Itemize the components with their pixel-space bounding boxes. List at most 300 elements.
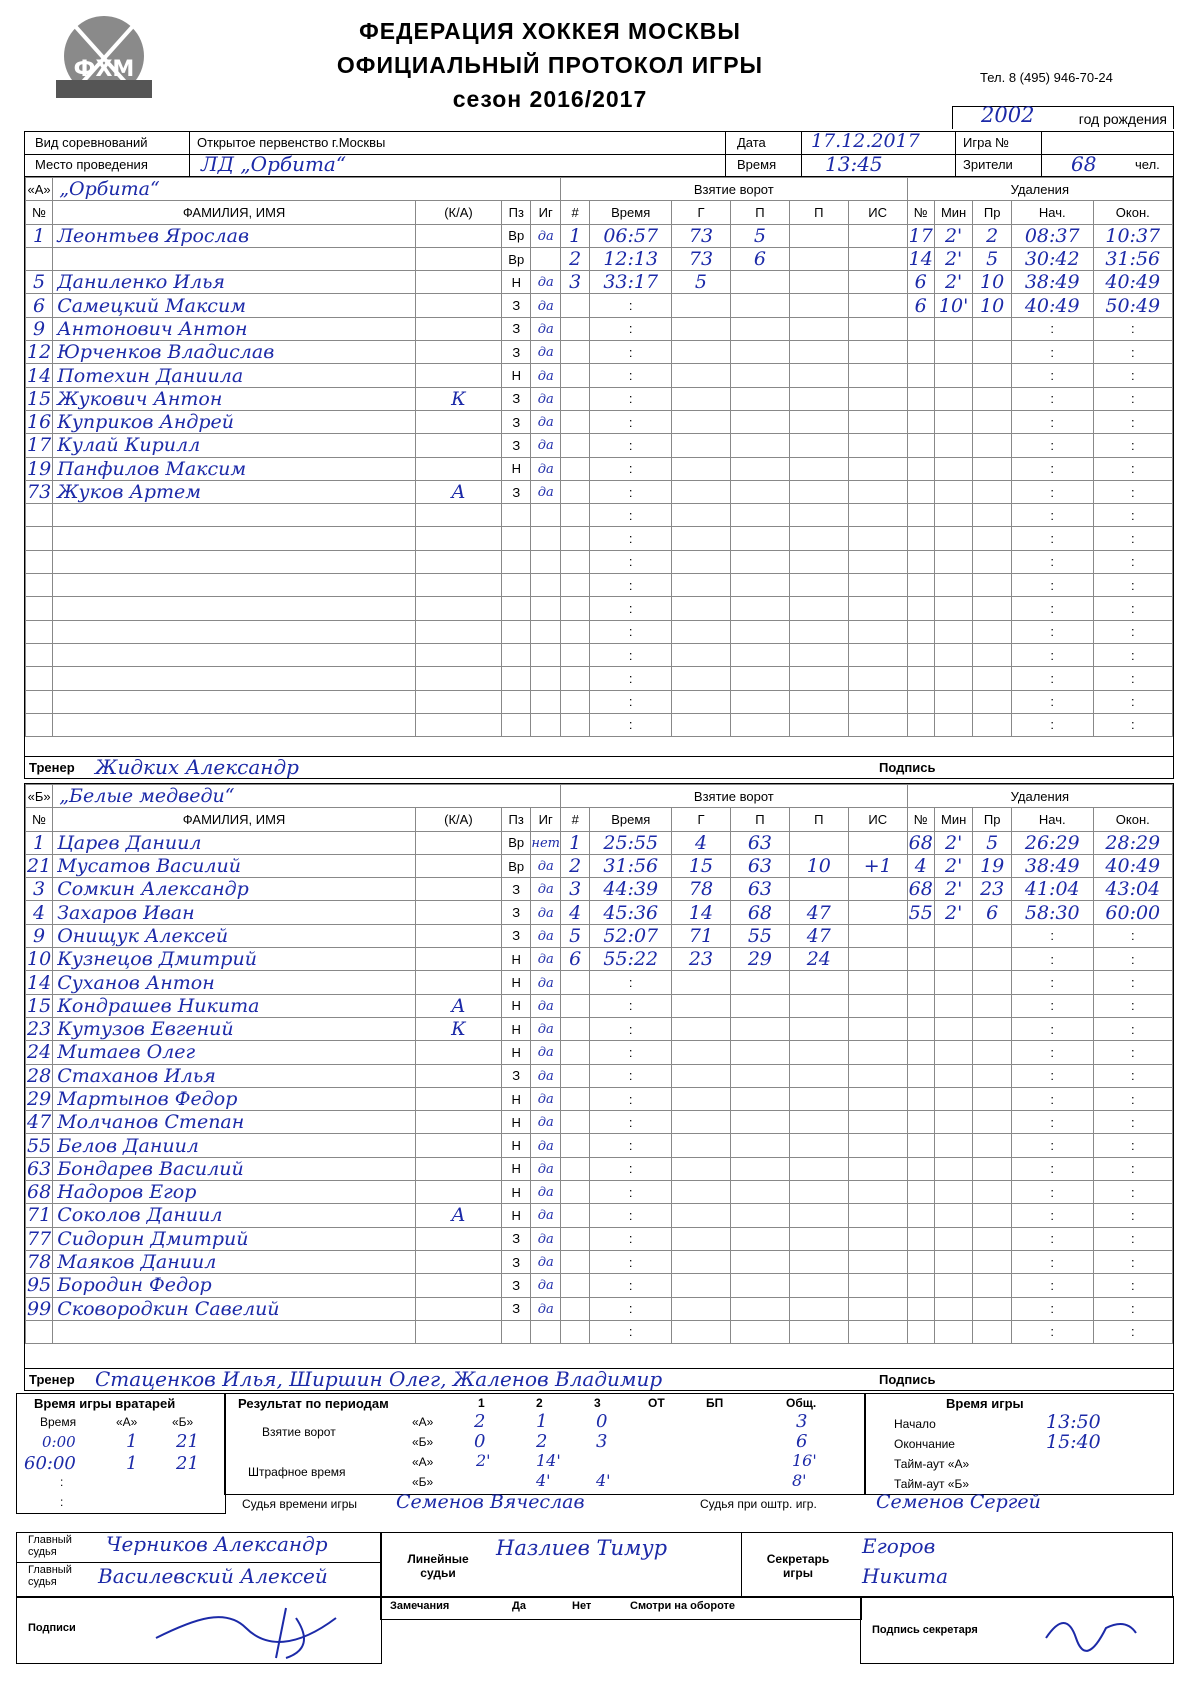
pen-start-placeholder: :: [1050, 1138, 1055, 1154]
player-name: Куприков Андрей: [57, 411, 235, 434]
pen-end-placeholder: :: [1130, 1044, 1135, 1060]
goals-a-p2: 1: [536, 1411, 548, 1432]
table-row: [26, 643, 1173, 666]
player-played: да: [537, 1161, 554, 1177]
penalty-end: 40:49: [1105, 271, 1161, 294]
goal-time-placeholder: :: [628, 1021, 633, 1037]
period-bp: БП: [706, 1396, 724, 1410]
col-pz: Пз: [508, 204, 524, 220]
goalie-time-title: Время игры вратарей: [34, 1396, 176, 1411]
player-number: 15: [27, 387, 52, 410]
player-position: Вр: [508, 835, 525, 851]
table-row: [26, 994, 1173, 1017]
fhm-logo: [52, 10, 156, 102]
table-row: [26, 620, 1173, 643]
goal-time-placeholder: :: [628, 624, 633, 640]
player-number: 23: [27, 1018, 52, 1041]
player-name: Маяков Даниил: [57, 1251, 217, 1274]
player-position: Н: [511, 368, 521, 384]
player-name: Стаханов Илья: [57, 1064, 216, 1087]
player-played: да: [537, 1255, 554, 1271]
player-position: З: [512, 298, 521, 314]
player-played: да: [537, 1208, 554, 1224]
penalty-pr: 2: [986, 224, 999, 247]
title-protocol: ОФИЦИАЛЬНЫЙ ПРОТОКОЛ ИГРЫ: [336, 52, 764, 78]
penalty-end: 40:49: [1105, 855, 1161, 878]
col-pen-end: Окон.: [1115, 204, 1150, 220]
pen-end-placeholder: :: [1130, 694, 1135, 710]
table-row: [26, 1204, 1173, 1227]
start-label: Начало: [894, 1417, 936, 1431]
player-name: Кондрашев Никита: [57, 994, 260, 1017]
table-row: [26, 1297, 1173, 1320]
player-name: Сковородкин Савелий: [57, 1297, 280, 1320]
player-role: К: [451, 1018, 466, 1041]
player-number: 17: [27, 434, 52, 457]
pen-a-p1: 2': [476, 1451, 491, 1470]
period-3: 3: [594, 1396, 601, 1410]
goals-b-p2: 2: [536, 1431, 548, 1452]
player-position: Н: [511, 1091, 521, 1107]
col-assist-2: П: [814, 204, 824, 220]
table-row: [26, 1134, 1173, 1157]
player-number: 4: [33, 901, 46, 924]
pen-start-placeholder: :: [1050, 1114, 1055, 1130]
pen-b-p3: 4': [596, 1471, 611, 1490]
goal-n: 6: [569, 948, 582, 971]
pen-start-placeholder: :: [1050, 1184, 1055, 1200]
document-title: [270, 14, 830, 116]
goal-g: 73: [688, 248, 714, 271]
goals-b-p3: 3: [596, 1431, 608, 1452]
goal-n: 1: [569, 224, 582, 247]
goals-a-p1: 2: [474, 1411, 486, 1432]
pen-start-placeholder: :: [1050, 1277, 1055, 1293]
player-number: 73: [27, 481, 52, 503]
pen-start-placeholder: :: [1050, 391, 1055, 407]
goalie-a-col: «А»: [116, 1415, 138, 1429]
team-a-section: [24, 176, 1174, 779]
pen-end-placeholder: :: [1130, 437, 1135, 453]
player-played: да: [537, 391, 554, 407]
pen-start-placeholder: :: [1050, 928, 1055, 944]
penalty-start: 58:30: [1024, 901, 1080, 924]
player-position: З: [512, 321, 521, 337]
player-name: Юрченков Владислав: [57, 341, 275, 364]
table-row: [26, 901, 1173, 924]
teamA-table: [25, 177, 1173, 737]
goals-b-total: 6: [796, 1431, 808, 1452]
table-row: [26, 434, 1173, 457]
pen-start-placeholder: :: [1050, 670, 1055, 686]
goal-time-placeholder: :: [628, 368, 633, 384]
player-played: да: [537, 345, 554, 361]
col-ka: (К/А): [444, 204, 473, 220]
player-played: да: [537, 1115, 554, 1131]
penalty-pr: 10: [980, 271, 1005, 294]
player-name: Мусатов Василий: [57, 855, 241, 878]
pen-end-placeholder: :: [1130, 344, 1135, 360]
spectators-unit: чел.: [1135, 157, 1160, 172]
goal-time-placeholder: :: [628, 1231, 633, 1247]
goal-time-placeholder: :: [628, 717, 633, 733]
player-number: 78: [27, 1251, 52, 1274]
player-position: Н: [511, 998, 521, 1014]
pen-end-placeholder: :: [1130, 577, 1135, 593]
table-row: [26, 854, 1173, 877]
results-pen-b: «Б»: [412, 1475, 434, 1489]
secretary-value-1: Егоров: [862, 1534, 936, 1558]
goal-time-placeholder: :: [628, 1044, 633, 1060]
table-row: [26, 597, 1173, 620]
timekeeper-value: Семенов Вячеслав: [396, 1491, 585, 1513]
player-number: 77: [27, 1227, 52, 1250]
player-number: 19: [27, 457, 52, 480]
player-played: да: [537, 952, 554, 968]
pen-end-placeholder: :: [1130, 1068, 1135, 1084]
col-pen-start: Нач.: [1038, 204, 1066, 220]
player-played: да: [537, 1022, 554, 1038]
goal-n: 3: [569, 271, 582, 294]
player-played: да: [537, 1138, 554, 1154]
player-position: Н: [511, 1021, 521, 1037]
pen-start-placeholder: :: [1050, 1207, 1055, 1223]
goal-time-placeholder: :: [628, 391, 633, 407]
pen-start-placeholder: :: [1050, 975, 1055, 991]
player-position: Вр: [508, 228, 525, 244]
penalty-pr: 5: [986, 248, 999, 271]
goal-g: 23: [688, 948, 714, 971]
pen-a-total: 16': [792, 1451, 817, 1470]
player-number: 63: [27, 1157, 52, 1180]
col-pen-start: Нач.: [1038, 811, 1066, 827]
period-ot: ОТ: [648, 1396, 665, 1410]
penalty-min: 2': [944, 248, 963, 271]
goal-time-placeholder: :: [628, 694, 633, 710]
goal-p1: 68: [747, 901, 772, 924]
goal-n: 4: [569, 901, 582, 924]
pen-start-placeholder: :: [1050, 1161, 1055, 1177]
table-row: [26, 1274, 1173, 1297]
player-role: К: [451, 387, 466, 410]
penalties-title: Удаления: [1010, 788, 1070, 804]
player-number: 47: [27, 1111, 52, 1134]
goal-n: 3: [569, 878, 582, 901]
pen-start-placeholder: :: [1050, 507, 1055, 523]
player-name: Панфилов Максим: [57, 457, 247, 480]
gk-row1-time: 0:00: [42, 1433, 76, 1451]
pen-end-placeholder: :: [1130, 1324, 1135, 1340]
ref1-value: Черников Александр: [106, 1532, 328, 1556]
team-b-section: [24, 783, 1174, 1391]
results-goals-a: «А»: [412, 1415, 434, 1429]
competition-value: Открытое первенство г.Москвы: [197, 135, 386, 150]
player-position: Вр: [508, 858, 525, 874]
end-value: 15:40: [1046, 1431, 1101, 1453]
goal-time-placeholder: :: [628, 1207, 633, 1223]
gk-row2-a: 1: [126, 1453, 138, 1474]
goal-time-placeholder: :: [628, 484, 633, 500]
goal-time-placeholder: :: [628, 1068, 633, 1084]
player-played: да: [537, 1278, 554, 1294]
player-name: Кузнецов Дмитрий: [57, 948, 257, 971]
col-goal-situation: ИС: [868, 811, 888, 827]
table-row: [26, 341, 1173, 364]
table-row: [26, 317, 1173, 340]
player-number: 95: [27, 1274, 52, 1297]
player-number: 12: [27, 341, 52, 364]
competition-label: Вид соревнований: [35, 135, 148, 150]
goal-time-placeholder: :: [628, 414, 633, 430]
goal-time-placeholder: :: [628, 298, 633, 314]
table-row: [26, 1111, 1173, 1134]
goal-p2: 47: [806, 924, 831, 947]
goal-p1: 63: [747, 831, 772, 854]
player-position: З: [512, 1301, 521, 1317]
player-position: З: [512, 484, 521, 500]
gk-row2-b: 21: [176, 1453, 199, 1474]
player-name: Соколов Даниил: [57, 1204, 223, 1227]
pen-end-placeholder: :: [1130, 1277, 1135, 1293]
table-row: [26, 690, 1173, 713]
player-role: А: [451, 481, 466, 503]
player-number: 28: [27, 1064, 52, 1087]
player-name: Надоров Егор: [57, 1181, 197, 1204]
goal-is: +1: [863, 855, 892, 878]
goal-time-placeholder: :: [628, 1324, 633, 1340]
pen-start-placeholder: :: [1050, 531, 1055, 547]
player-name: Молчанов Степан: [57, 1111, 245, 1134]
goal-p1: 29: [747, 948, 772, 971]
col-pen-reason: Пр: [983, 204, 1001, 220]
spectators-value: 68: [1071, 152, 1097, 176]
goal-time-placeholder: :: [628, 1161, 633, 1177]
signatures-label: Подписи: [28, 1622, 76, 1634]
table-row: [26, 294, 1173, 317]
player-position: З: [512, 1277, 521, 1293]
player-played: да: [537, 975, 554, 991]
pen-end-placeholder: :: [1130, 951, 1135, 967]
pen-start-placeholder: :: [1050, 484, 1055, 500]
pen-end-placeholder: :: [1130, 1114, 1135, 1130]
table-row: [26, 971, 1173, 994]
player-name: Кулай Кирилл: [57, 434, 201, 457]
remarks-label: Замечания: [390, 1600, 450, 1612]
goal-time: 44:39: [603, 878, 659, 901]
player-name: Суханов Антон: [57, 971, 215, 994]
goal-n: 5: [569, 924, 582, 947]
goal-time-placeholder: :: [628, 1091, 633, 1107]
gk-row1-a: 1: [126, 1431, 138, 1452]
pen-b-p2: 4': [536, 1471, 551, 1490]
goal-time-placeholder: :: [628, 1184, 633, 1200]
player-position: Вр: [508, 251, 525, 267]
penalty-end: 60:00: [1105, 901, 1161, 924]
table-row: [26, 1064, 1173, 1087]
period-total: Общ.: [786, 1396, 817, 1410]
penalty-pr: 10: [980, 294, 1005, 317]
goal-g: 4: [694, 831, 708, 854]
player-played: да: [537, 998, 554, 1014]
logo-text: ФХМ: [73, 57, 135, 82]
penalty-pr: 6: [986, 901, 999, 924]
col-pen-end: Окон.: [1115, 811, 1150, 827]
secretary-label: Секретарь игры: [766, 1552, 830, 1580]
pen-start-placeholder: :: [1050, 717, 1055, 733]
player-position: З: [512, 1231, 521, 1247]
penalty-num: 4: [914, 855, 927, 878]
penalty-min: 2': [944, 855, 963, 878]
period-2: 2: [536, 1396, 543, 1410]
time-value: 13:45: [825, 152, 883, 176]
goal-time: 25:55: [603, 831, 659, 854]
player-position: З: [512, 1068, 521, 1084]
player-played: нет: [531, 835, 560, 851]
player-played: да: [537, 882, 554, 898]
penalty-num: 14: [908, 248, 933, 271]
timekeeper-label: Судья времени игры: [242, 1497, 358, 1511]
team-name: „Белые медведи“: [59, 785, 235, 808]
player-position: З: [512, 437, 521, 453]
goal-time-placeholder: :: [628, 998, 633, 1014]
game-time-title: Время игры: [946, 1396, 1024, 1411]
time-label: Время: [737, 157, 777, 172]
game-summary: [16, 1393, 1172, 1533]
teamB-table: [25, 784, 1173, 1344]
table-row: [26, 480, 1173, 503]
col-pen-reason: Пр: [983, 811, 1001, 827]
penalty-num: 17: [908, 224, 933, 247]
col-num: №: [32, 204, 47, 220]
pen-start-placeholder: :: [1050, 554, 1055, 570]
goal-time-placeholder: :: [628, 647, 633, 663]
venue-label: Место проведения: [35, 157, 148, 172]
player-name: Мартынов Федор: [57, 1088, 238, 1110]
table-row: [26, 504, 1173, 527]
pen-end-placeholder: :: [1130, 1091, 1135, 1107]
table-row: [26, 364, 1173, 387]
penalty-min: 2': [944, 224, 963, 247]
penalty-min: 2': [944, 271, 963, 294]
player-name: Антонович Антон: [57, 317, 248, 340]
goal-time-placeholder: :: [628, 531, 633, 547]
player-number: 99: [27, 1297, 52, 1320]
player-position: З: [512, 1254, 521, 1270]
penalty-min: 2': [944, 901, 963, 924]
game-info-header: [24, 131, 1174, 177]
date-label: Дата: [737, 135, 766, 150]
pen-end-placeholder: :: [1130, 461, 1135, 477]
table-row: [26, 1250, 1173, 1273]
timeout-b-label: Тайм-аут «Б»: [894, 1477, 970, 1491]
penalty-start: 26:29: [1024, 831, 1080, 854]
col-pen-num: №: [913, 204, 928, 220]
table-row: [26, 667, 1173, 690]
birth-year-box: [952, 103, 1174, 129]
table-row: [26, 410, 1173, 433]
pen-end-placeholder: :: [1130, 1184, 1135, 1200]
col-assist-1: П: [755, 811, 765, 827]
pen-start-placeholder: :: [1050, 1324, 1055, 1340]
player-played: да: [537, 485, 554, 500]
player-name: Белов Даниил: [57, 1134, 199, 1157]
game-number-label: Игра №: [963, 135, 1010, 150]
goals-title: Взятие ворот: [693, 181, 774, 197]
col-pen-num: №: [913, 811, 928, 827]
player-number: 29: [27, 1088, 52, 1110]
player-position: З: [512, 905, 521, 921]
pen-start-placeholder: :: [1050, 437, 1055, 453]
player-number: 24: [27, 1041, 52, 1064]
penalty-start: 41:04: [1024, 878, 1080, 901]
pen-start-placeholder: :: [1050, 1091, 1055, 1107]
secretary-sign-label: Подпись секретаря: [872, 1624, 978, 1636]
goals-b-p1: 0: [474, 1431, 486, 1452]
player-number: 14: [27, 971, 52, 994]
gk-row3-time: :: [60, 1475, 64, 1489]
goal-time-placeholder: :: [628, 1114, 633, 1130]
player-number: 5: [33, 271, 46, 294]
birth-year-value: 2002: [981, 103, 1035, 127]
penalty-num: 55: [908, 901, 933, 924]
start-value: 13:50: [1046, 1411, 1101, 1433]
goal-time-placeholder: :: [628, 670, 633, 686]
penalty-start: 30:42: [1024, 248, 1080, 271]
phone-number: Тел. 8 (495) 946-70-24: [980, 70, 1113, 85]
pen-start-placeholder: :: [1050, 1254, 1055, 1270]
pen-end-placeholder: :: [1130, 1021, 1135, 1037]
goal-p1: 5: [753, 224, 766, 247]
player-number: 3: [33, 878, 46, 901]
penalty-end: 10:37: [1105, 224, 1161, 247]
player-name: Леонтьев Ярослав: [57, 224, 250, 247]
goal-time-placeholder: :: [628, 1254, 633, 1270]
pen-end-placeholder: :: [1130, 414, 1135, 430]
goal-time: 45:36: [603, 901, 659, 924]
col-goal-situation: ИС: [868, 204, 888, 220]
table-row: [26, 247, 1173, 270]
pen-start-placeholder: :: [1050, 577, 1055, 593]
pen-start-placeholder: :: [1050, 624, 1055, 640]
col-goal-scorer: Г: [697, 204, 705, 220]
table-row: [26, 1017, 1173, 1040]
player-position: З: [512, 414, 521, 430]
coach-value: Стаценков Илья, Ширшин Олег, Жаленов Владимир: [95, 1367, 663, 1391]
player-position: Н: [511, 461, 521, 477]
table-row: [26, 527, 1173, 550]
pen-start-placeholder: :: [1050, 694, 1055, 710]
pen-end-placeholder: :: [1130, 1207, 1135, 1223]
goal-time: 12:13: [603, 248, 659, 271]
player-name: Жуков Артем: [57, 481, 202, 503]
ref2-value: Василевский Алексей: [98, 1564, 328, 1588]
goal-g: 73: [688, 224, 714, 247]
goal-n: 2: [569, 855, 582, 878]
col-goal-num: #: [571, 811, 579, 827]
player-name: Жукович Антон: [57, 387, 223, 410]
goal-time-placeholder: :: [628, 437, 633, 453]
table-row: [26, 550, 1173, 573]
goal-time-placeholder: :: [628, 461, 633, 477]
player-position: Н: [511, 975, 521, 991]
penalty-num: 6: [914, 271, 927, 294]
goal-time-placeholder: :: [628, 1277, 633, 1293]
player-number: 9: [33, 924, 46, 947]
table-row: [26, 1041, 1173, 1064]
goal-g: 78: [688, 878, 714, 901]
pen-start-placeholder: :: [1050, 1021, 1055, 1037]
goal-time: 06:57: [603, 224, 659, 247]
